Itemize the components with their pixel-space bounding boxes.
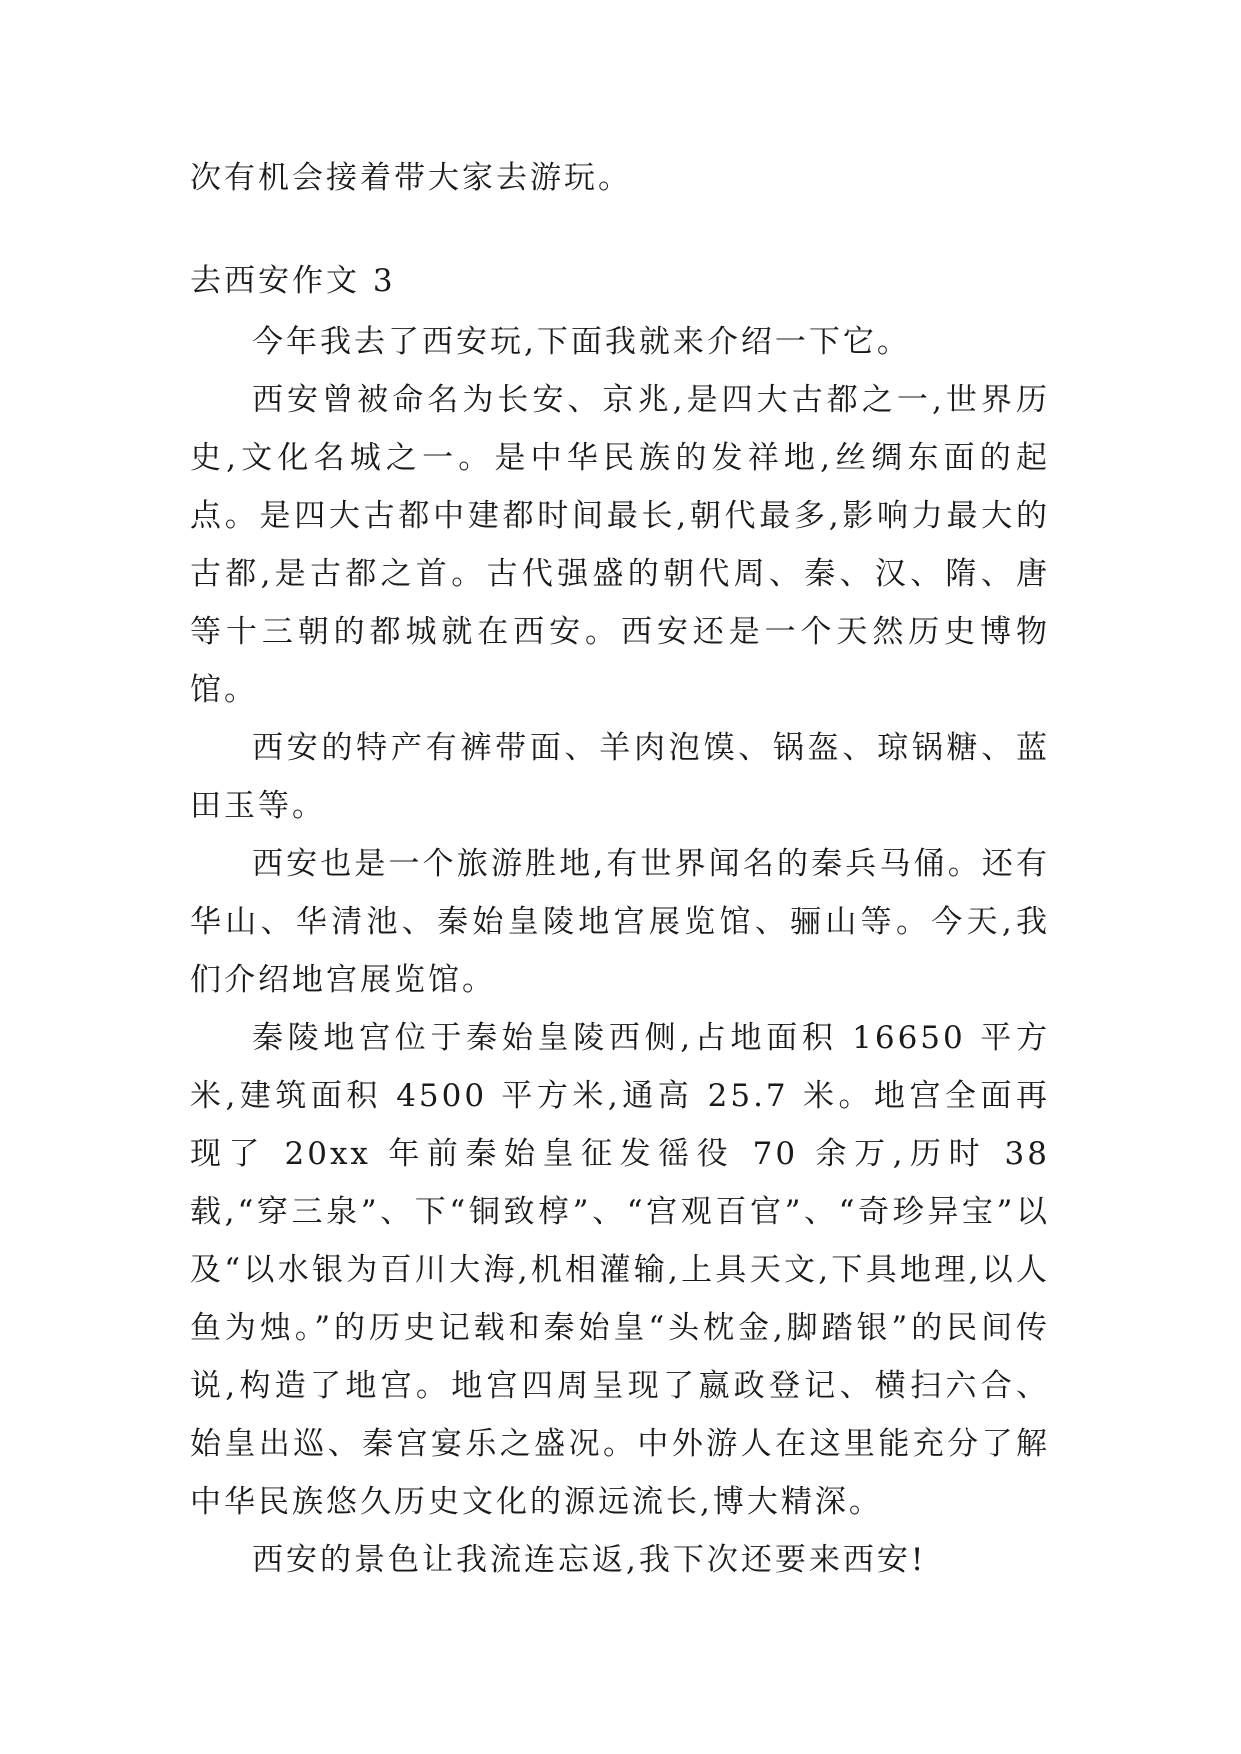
paragraph-conclusion: 西安的景色让我流连忘返,我下次还要来西安! xyxy=(252,1542,927,1578)
essay-title: 去西安作文 3 xyxy=(190,263,396,299)
paragraph-specialties: 西安的特产有裤带面、羊肉泡馍、锅盔、琼锅糖、蓝田玉等。 xyxy=(190,730,1050,824)
document-body xyxy=(190,152,1050,1589)
section-spacer xyxy=(190,210,1050,255)
paragraph-attractions: 西安也是一个旅游胜地,有世界闻名的秦兵马俑。还有华山、华清池、秦始皇陵地宫展览馆、骊山等。今天,我们介绍地宫展览馆。 xyxy=(190,846,1050,998)
paragraph-intro: 今年我去了西安玩,下面我就来介绍一下它。 xyxy=(252,324,911,360)
paragraph-history: 西安曾被命名为长安、京兆,是四大古都之一,世界历史,文化名城之一。是中华民族的发祥地,丝绸东面的起点。是四大古都中建都时间最长,朝代最多,影响力最大的古都,是古都之首。古代强盛的朝代周、秦、汉、隋、唐等十三朝的都城就在西安。西安还是一个天然历史博物馆。 xyxy=(190,382,1050,708)
continuation-line: 次有机会接着带大家去游玩。 xyxy=(190,160,632,196)
paragraph-underground-palace: 秦陵地宫位于秦始皇陵西侧,占地面积 16650 平方米,建筑面积 4500 平方米,通高 25.7 米。地宫全面再现了 20xx 年前秦始皇征发徭役 70 余万,历时 38 载,“穿三泉”、下“铜致椁”、“宫观百官”、“奇珍异宝”以及“以水银为百川大海,机相灌输,上具天文,下具地理,以人鱼为烛。”的历史记载和秦始皇“头枕金,脚踏银”的民间传说,构造了地宫。地宫四周呈现了嬴政登记、横扫六合、始皇出巡、秦宫宴乐之盛况。中外游人在这里能充分了解中华民族悠久历史文化的源远流长,博大精深。 xyxy=(190,1020,1050,1520)
